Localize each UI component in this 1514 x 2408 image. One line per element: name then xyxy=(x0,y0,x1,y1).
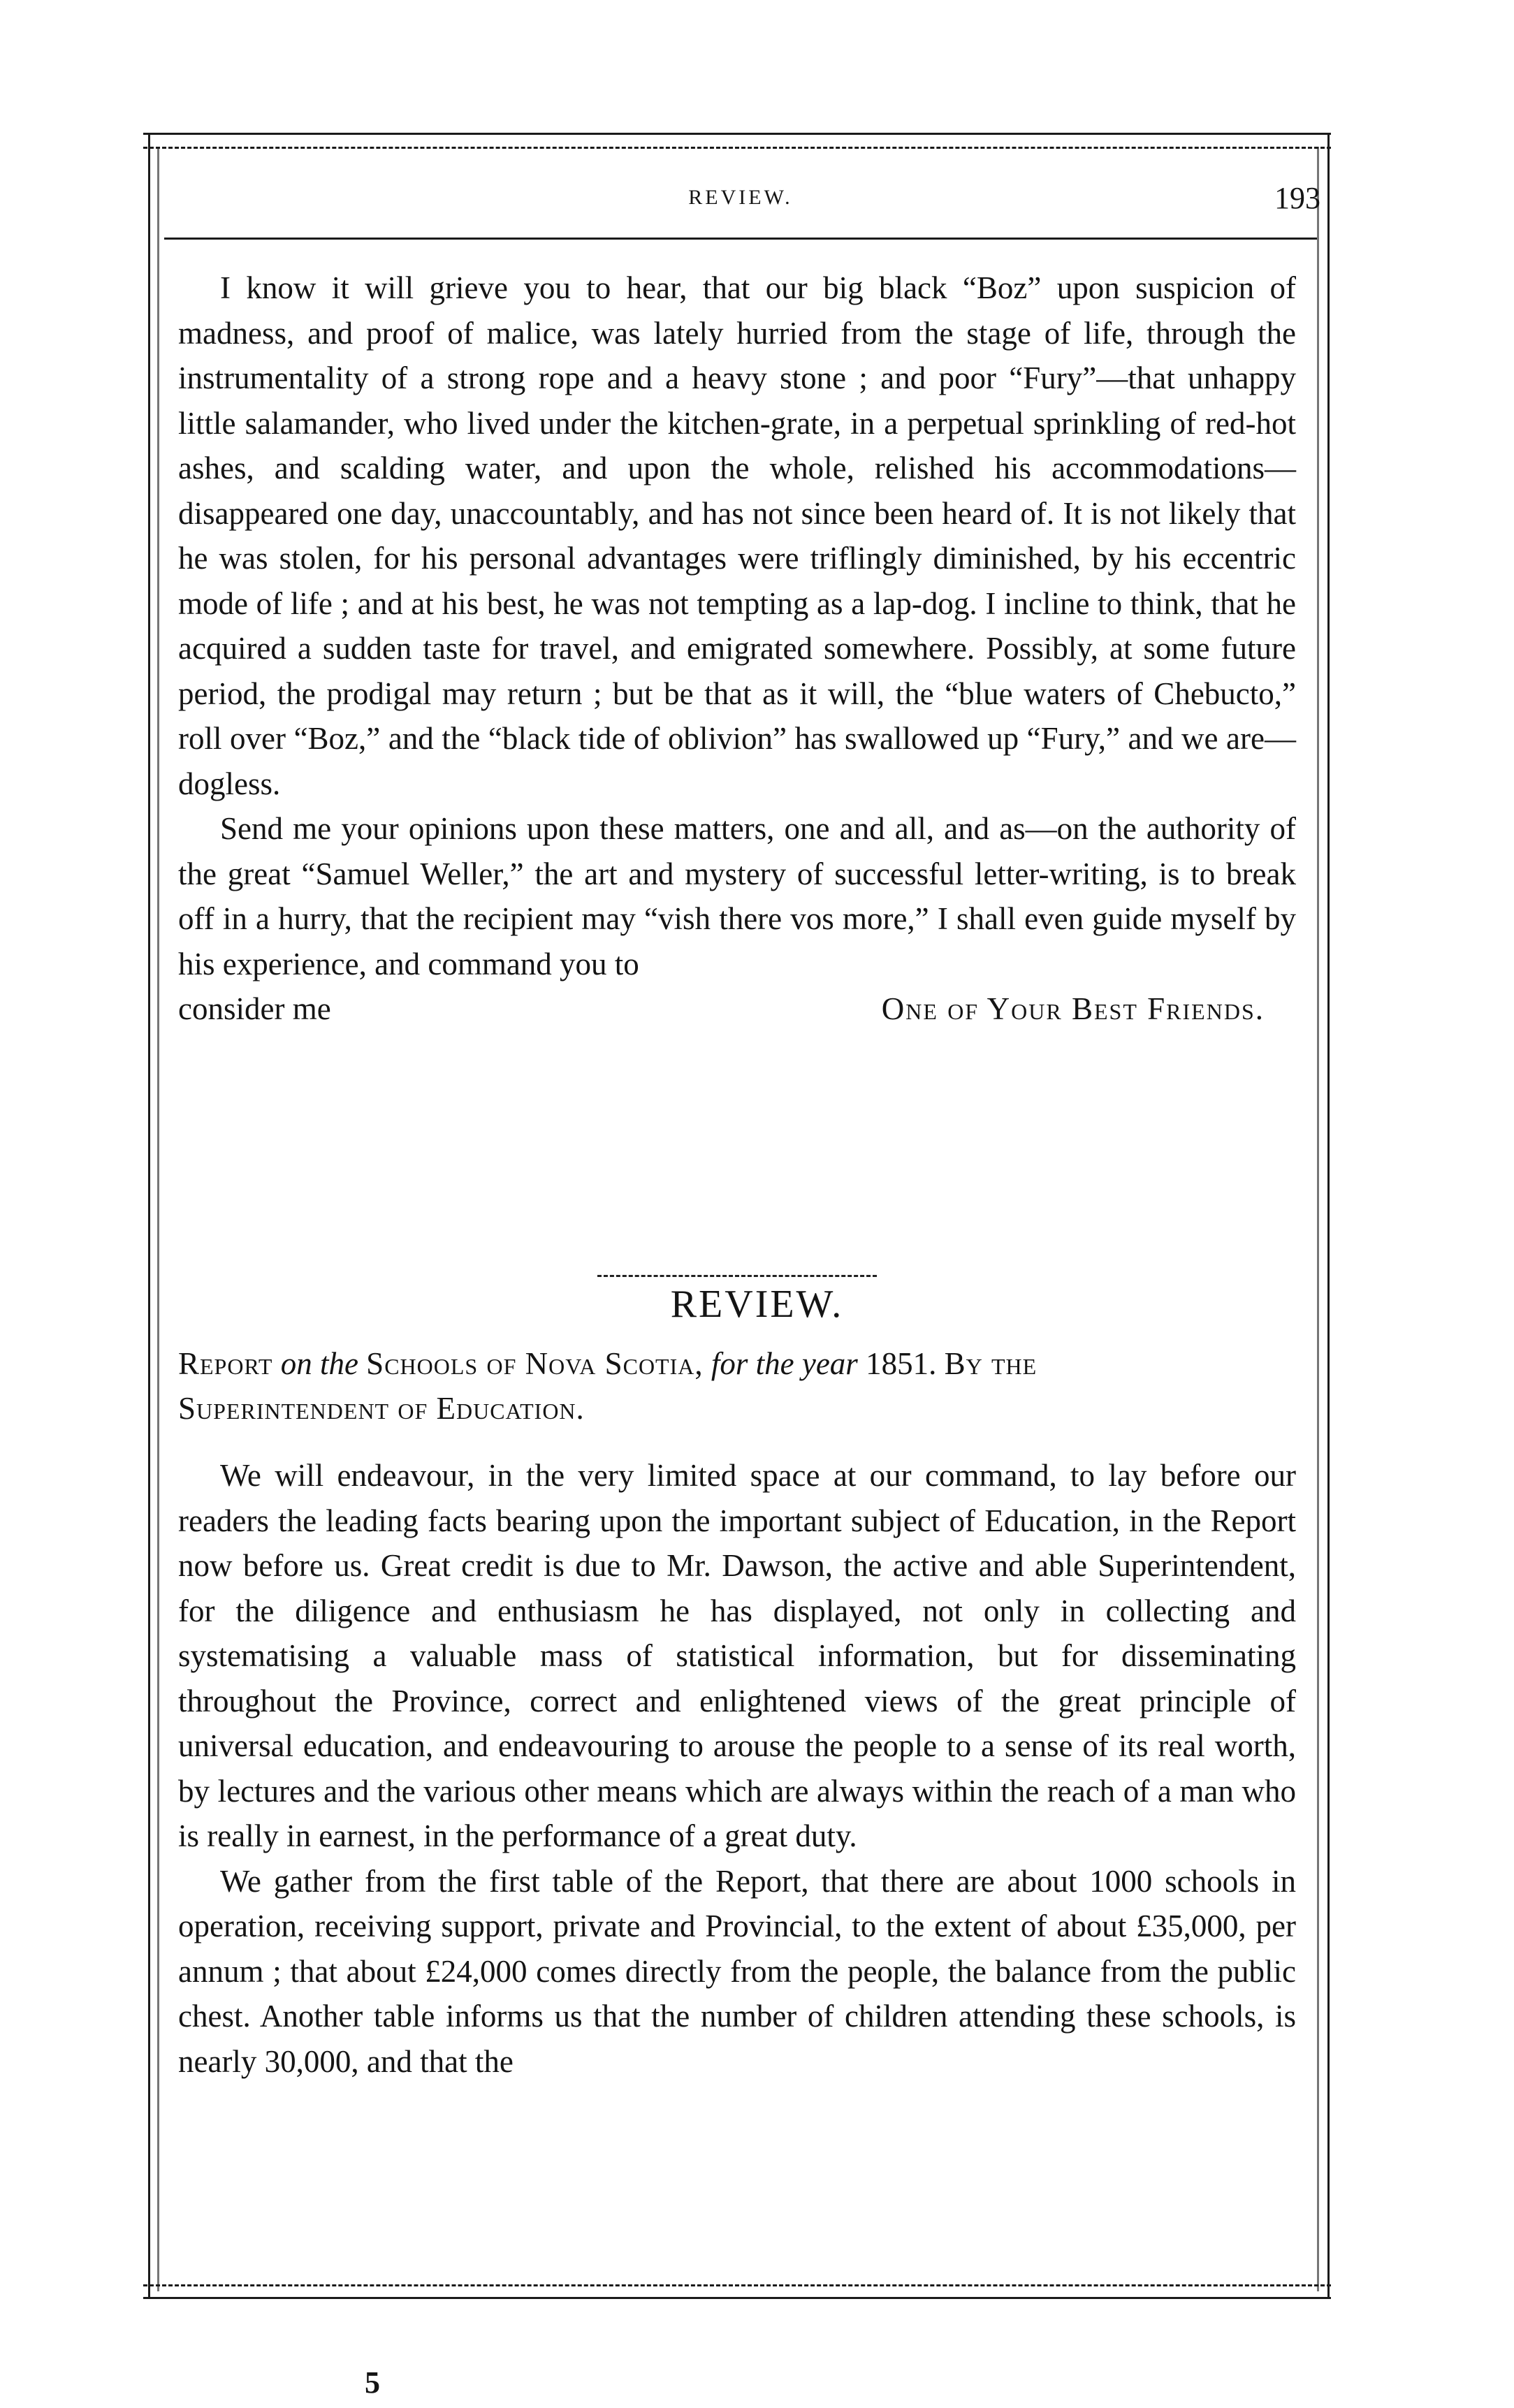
report-citation xyxy=(178,1341,1296,1431)
letter-paragraph: Send me your opinions upon these matters, one and all, and as—on the authority of the great “Samuel Weller,” the art and mystery of successful letter-writing, is to break off in a hurry, that the recipient may “vish there vos more,” I shall even guide myself by his experience, and command you to xyxy=(178,811,1296,982)
bottom-rule-dashed xyxy=(143,2284,1331,2286)
schools-title: Schools of Nova Scotia, xyxy=(366,1346,704,1381)
review-paragraph: We gather from the first table of the Report, that there are about 1000 schools in operation, receiving support, private and Provincial, to the extent of about £35,000, per annum ; that about £24,000 comes directly from the people, the balance from the public chest. Another table informs us that the number of children attending these schools, is nearly 30,000, and that the xyxy=(178,1863,1296,2079)
signature-mark: 5 xyxy=(365,2365,380,2400)
letter-text xyxy=(178,265,1296,1032)
closing-line xyxy=(178,986,1296,1032)
for-the-year: for the year xyxy=(711,1346,858,1381)
report-year: 1851. xyxy=(866,1346,937,1381)
review-paragraph: We will endeavour, in the very limited space at our command, to lay before our readers the leading facts bearing upon the important subject of Education, in the Report now before us. Great credit is due to Mr. Dawson, the active and able Superintendent, for the diligence and enthusiasm he has displayed, not only in collecting and systematising a valuable mass of statistical information, but for disseminating throughout the Province, correct and enlightened views of the great principle of universal education, and endeavouring to arouse the people to a sense of its real worth, by lectures and the various other means which are always within the reach of a man who is really in earnest, in the performance of a great duty. xyxy=(178,1458,1296,1853)
by-the: By the xyxy=(944,1346,1038,1381)
section-heading: REVIEW. xyxy=(670,1283,844,1326)
report-author: Superintendent of Education. xyxy=(178,1391,585,1426)
signature: One of Your Best Friends. xyxy=(881,991,1265,1026)
running-title: REVIEW. xyxy=(688,186,793,209)
header-rule xyxy=(164,238,1317,240)
section-separator xyxy=(597,1275,877,1277)
right-border xyxy=(1327,133,1330,2298)
top-rule xyxy=(143,133,1331,135)
left-border xyxy=(148,133,150,2298)
right-border-inner xyxy=(1317,147,1319,2291)
running-head xyxy=(161,180,1320,215)
left-border-inner xyxy=(157,147,159,2291)
on-the: on the xyxy=(280,1346,358,1381)
top-rule-dashed xyxy=(143,147,1331,149)
review-text xyxy=(178,1453,1296,2084)
closing-text: consider me xyxy=(178,991,331,1026)
report-word: Report xyxy=(178,1346,273,1381)
page-number: 193 xyxy=(1274,181,1320,215)
letter-paragraph: I know it will grieve you to hear, that our big black “Boz” upon suspicion of madness, and proof of malice, was lately hurried from the stage of life, through the instrumentality of a strong rope and a heavy stone ; and poor “Fury”—that unhappy little salamander, who lived under the kitchen-grate, in a perpetual sprinkling of red-hot ashes, and scalding water, and upon the whole, relished his accommodations—disappeared one day, unaccountably, and has not since been heard of. It is not likely that he was stolen, for his personal advantages were triflingly diminished, by his eccentric mode of life ; and at his best, he was not tempting as a lap-dog. I incline to think, that he acquired a sudden taste for travel, and emigrated somewhere. Possibly, at some future period, the prodigal may return ; but be that as it will, the “blue waters of Chebucto,” roll over “Boz,” and the “black tide of oblivion” has swallowed up “Fury,” and we are—dogless. xyxy=(178,270,1296,801)
bottom-rule xyxy=(143,2297,1331,2299)
